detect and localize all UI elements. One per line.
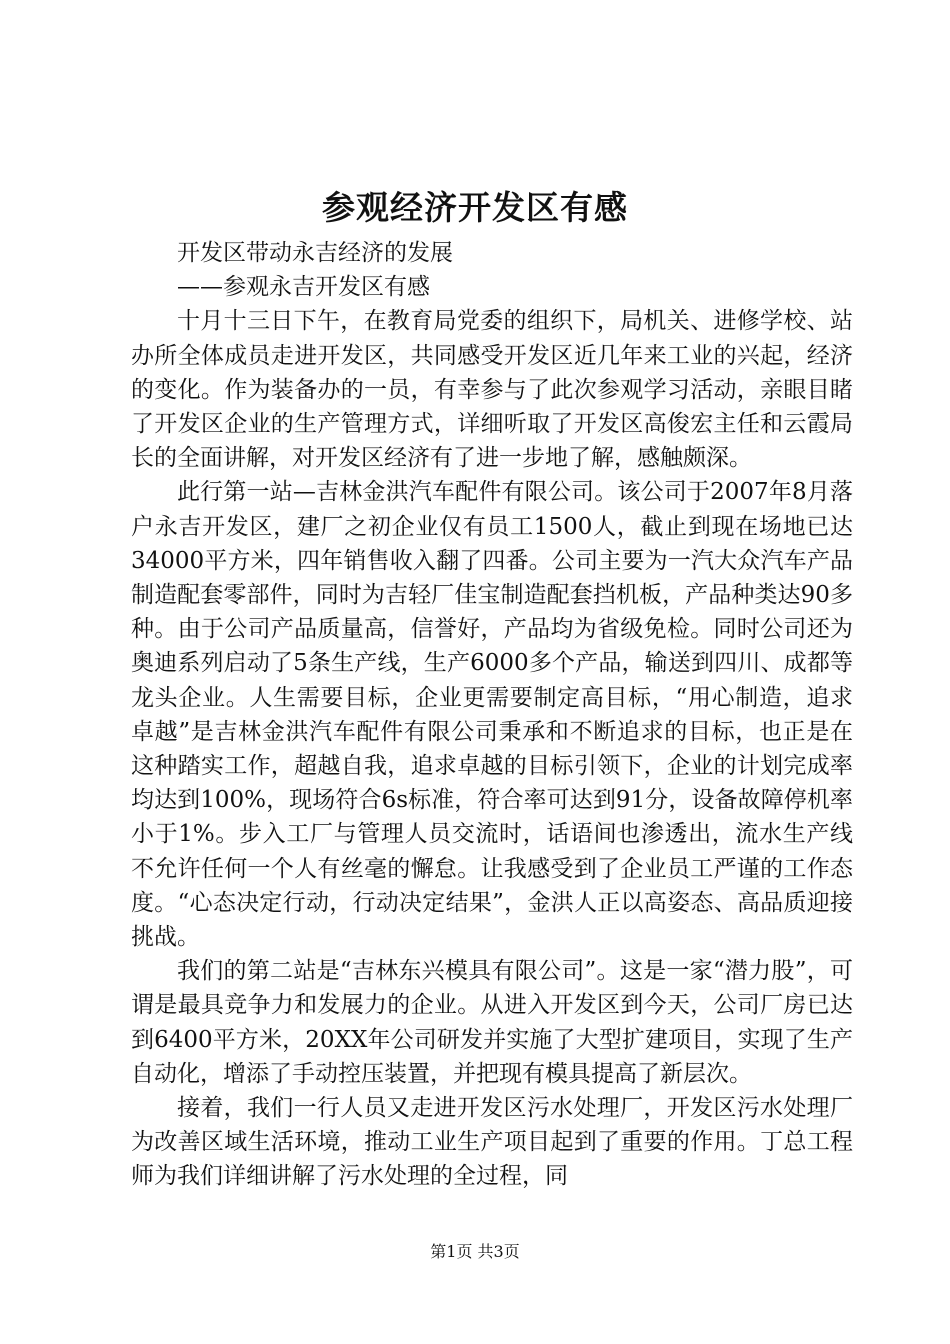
page-footer: 第1页 共3页 (430, 1242, 520, 1261)
document-title: 参观经济开发区有感 (322, 188, 628, 227)
document-body (131, 236, 853, 1194)
paragraph-3: 我们的第二站是“吉林东兴模具有限公司”。这是一家“潜力股”，可谓是最具竞争力和发展力的企业。从进入开发区到今天，公司厂房已达到6400平方米，20XX年公司研发并实施了大型扩建项目，实现了生产自动化，增添了手动控压装置，并把现有模具提高了新层次。 (131, 958, 853, 1087)
document-subtitle-2: ——参观永吉开发区有感 (177, 274, 430, 301)
document-subtitle: 开发区带动永吉经济的发展 (177, 240, 453, 266)
paragraph-1: 十月十三日下午，在教育局党委的组织下，局机关、进修学校、站办所全体成员走进开发区，共同感受开发区近几年来工业的兴起，经济的变化。作为装备办的一员，有幸参与了此次参观学习活动，亲眼目睹了开发区企业的生产管理方式，详细听取了开发区高俊宏主任和云霞局长的全面讲解，对开发区经济有了进一步地了解，感触颇深。 (131, 308, 853, 472)
paragraph-2: 此行第一站—吉林金洪汽车配件有限公司。该公司于2007年8月落户永吉开发区，建厂之初企业仅有员工1500人，截止到现在场地已达34000平方米，四年销售收入翻了四番。公司主要为一汽大众汽车产品制造配套零部件，同时为吉轻厂佳宝制造配套挡机板，产品种类达90多种。由于公司产品质量高，信誉好，产品均为省级免检。同时公司还为奥迪系列启动了5条生产线，生产6000多个产品，输送到四川、成都等龙头企业。人生需要目标，企业更需要制定高目标，“用心制造，追求卓越”是吉林金洪汽车配件有限公司秉承和不断追求的目标，也正是在这种踏实工作，超越自我，追求卓越的目标引领下，企业的计划完成率均达到100%，现场符合6s标准，符合率可达到91分，设备故障停机率小于1%。步入工厂与管理人员交流时，话语间也渗透出，流水生产线不允许任何一个人有丝毫的懈怠。让我感受到了企业员工严谨的工作态度。“心态决定行动，行动决定结果”，金洪人正以高姿态、高品质迎接挑战。 (131, 479, 853, 951)
paragraph-4: 接着，我们一行人员又走进开发区污水处理厂，开发区污水处理厂为改善区域生活环境，推动工业生产项目起到了重要的作用。丁总工程师为我们详细讲解了污水处理的全过程，同 (131, 1095, 853, 1190)
